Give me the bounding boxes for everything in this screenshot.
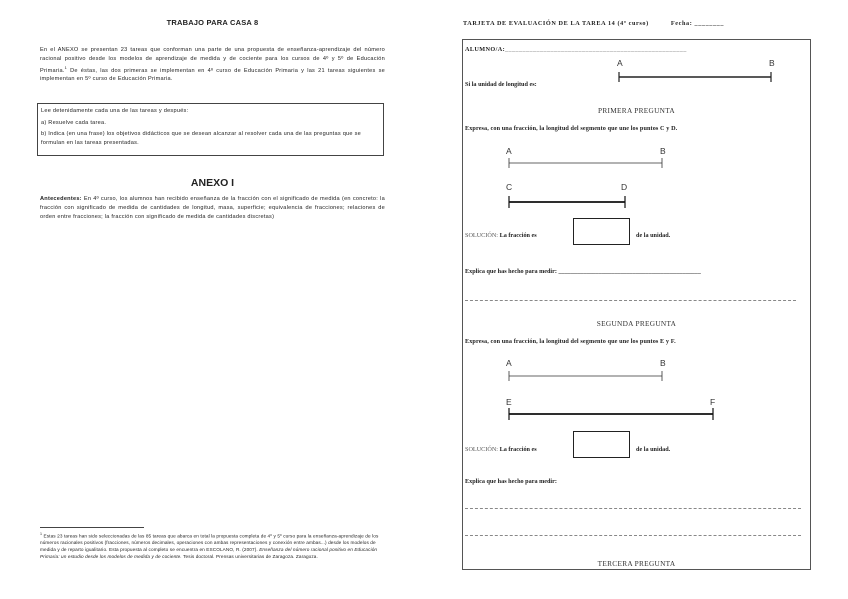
q2-reference-segment xyxy=(509,371,662,381)
annex-title: ANEXO I xyxy=(190,177,235,189)
question3-heading: TERCERA PREGUNTA xyxy=(597,559,676,568)
q2-solution-tail: de la unidad. xyxy=(636,446,671,453)
q1-ref-start-label: A xyxy=(506,146,512,156)
question2-prompt: Expresa, con una fracción, la longitud del segmento que une los puntos E y F. xyxy=(465,338,676,345)
footnote-italic: Enseñanza del número racional positivo en Educación Primaria: un estudio desde los modelos de medida y de cociente. xyxy=(40,547,378,560)
question1-prompt: Expresa, con una fracción, la longitud del segmento que une los puntos C y D. xyxy=(465,125,678,132)
card-header-title: TARJETA DE EVALUACIÓN DE LA TAREA 14 (4º curso) xyxy=(463,20,649,27)
q2-explain: Explica que has hecho para medir: xyxy=(465,478,557,485)
antecedentes-label: Antecedentes: xyxy=(40,196,82,202)
intro-footnote-mark: 1 xyxy=(64,64,68,70)
q1-solution-label: SOLUCIÓN: xyxy=(465,232,499,239)
q1-ref-end-label: B xyxy=(660,146,666,156)
q1-reference-segment xyxy=(509,158,662,168)
q1-explain[interactable]: Explica que has hecho para medir: ______________________________________________ xyxy=(465,268,701,275)
q2-solution-label: SOLUCIÓN: xyxy=(465,446,499,453)
q2-ref-start-label: A xyxy=(506,358,512,368)
unit-label: Si la unidad de longitud es: xyxy=(465,81,537,88)
q1-solution-tail: de la unidad. xyxy=(636,232,671,239)
alumno-label: ALUMNO/A: xyxy=(465,46,506,53)
card-header-date[interactable]: Fecha: ________ xyxy=(670,20,725,27)
question2-heading: SEGUNDA PREGUNTA xyxy=(596,319,677,328)
q2-solution-text: La fracción es xyxy=(498,446,537,453)
q2-target-start-label: E xyxy=(506,397,512,407)
footnote-tail: Tesis doctoral. Prensas universitarias de Zaragoza. Zaragoza. xyxy=(181,554,318,560)
footnote-text: Estas 23 tareas han sido seleccionadas de las 85 tareas que abarca en total la propuesta completa de 4º y 5º curso para la enseñanza-aprendizaje de los números racionales positivos (fracciones, números decimales, operaciones con ambas representaciones y conexión entre ambas...) desde los modelos de medida y de reparto igualitario. Esta propuesta al completo se encuentra en ESCOLANO, R. (2007). xyxy=(40,533,379,553)
antecedentes-text: En 4º curso, los alumnos han recibido enseñanza de la fracción con el significado de medida (en concreto: la fracción con significado de medida de cantidades de longitud, masa, superficie; equivalencia de fracciones; relaciones de orden entre fracciones; la fracción con significado de medida de cantidades discretas) xyxy=(40,196,385,220)
q1-solution-text: La fracción es xyxy=(498,232,537,239)
instructions-item-b: b) Indica (en una frase) los objetivos didácticos que se desean alcanzar al resolver cada una de las preguntas que se formulan en las tareas presentadas. xyxy=(41,131,361,146)
q1-target-start-label: C xyxy=(506,182,513,192)
q2-target-segment xyxy=(509,408,713,420)
q2-ref-end-label: B xyxy=(660,358,666,368)
unit-segment xyxy=(619,72,771,82)
q1-target-segment xyxy=(509,196,625,208)
intro-tail: De éstas, las dos primeras se implementan en 4º curso de Educación Primaria y las 21 tareas siguientes se implementan en 5º curso de Educación Primaria. xyxy=(40,67,385,83)
q2-target-end-label: F xyxy=(710,397,716,407)
question1-heading: PRIMERA PREGUNTA xyxy=(598,106,675,115)
intro-text: En el ANEXO se presentan 23 tareas que conforman una parte de una propuesta de enseñanza-aprendizaje del número racional positivo desde los modelos de aprendizaje de medida y de cociente para los cursos de 4º y 5º de Educación Primaria. xyxy=(40,47,385,74)
unit-segment-end-label: B xyxy=(769,58,775,68)
q1-target-end-label: D xyxy=(621,182,628,192)
instructions-item-a: a) Resuelve cada tarea. xyxy=(41,119,107,126)
left-page-title: TRABAJO PARA CASA 8 xyxy=(166,18,259,27)
footnote-mark: 1 xyxy=(40,532,43,536)
instructions-lead: Lee detenidamente cada una de las tareas y después: xyxy=(41,108,189,114)
alumno-name-field[interactable]: ____________________________________________________ xyxy=(505,46,687,53)
unit-segment-start-label: A xyxy=(617,58,623,68)
